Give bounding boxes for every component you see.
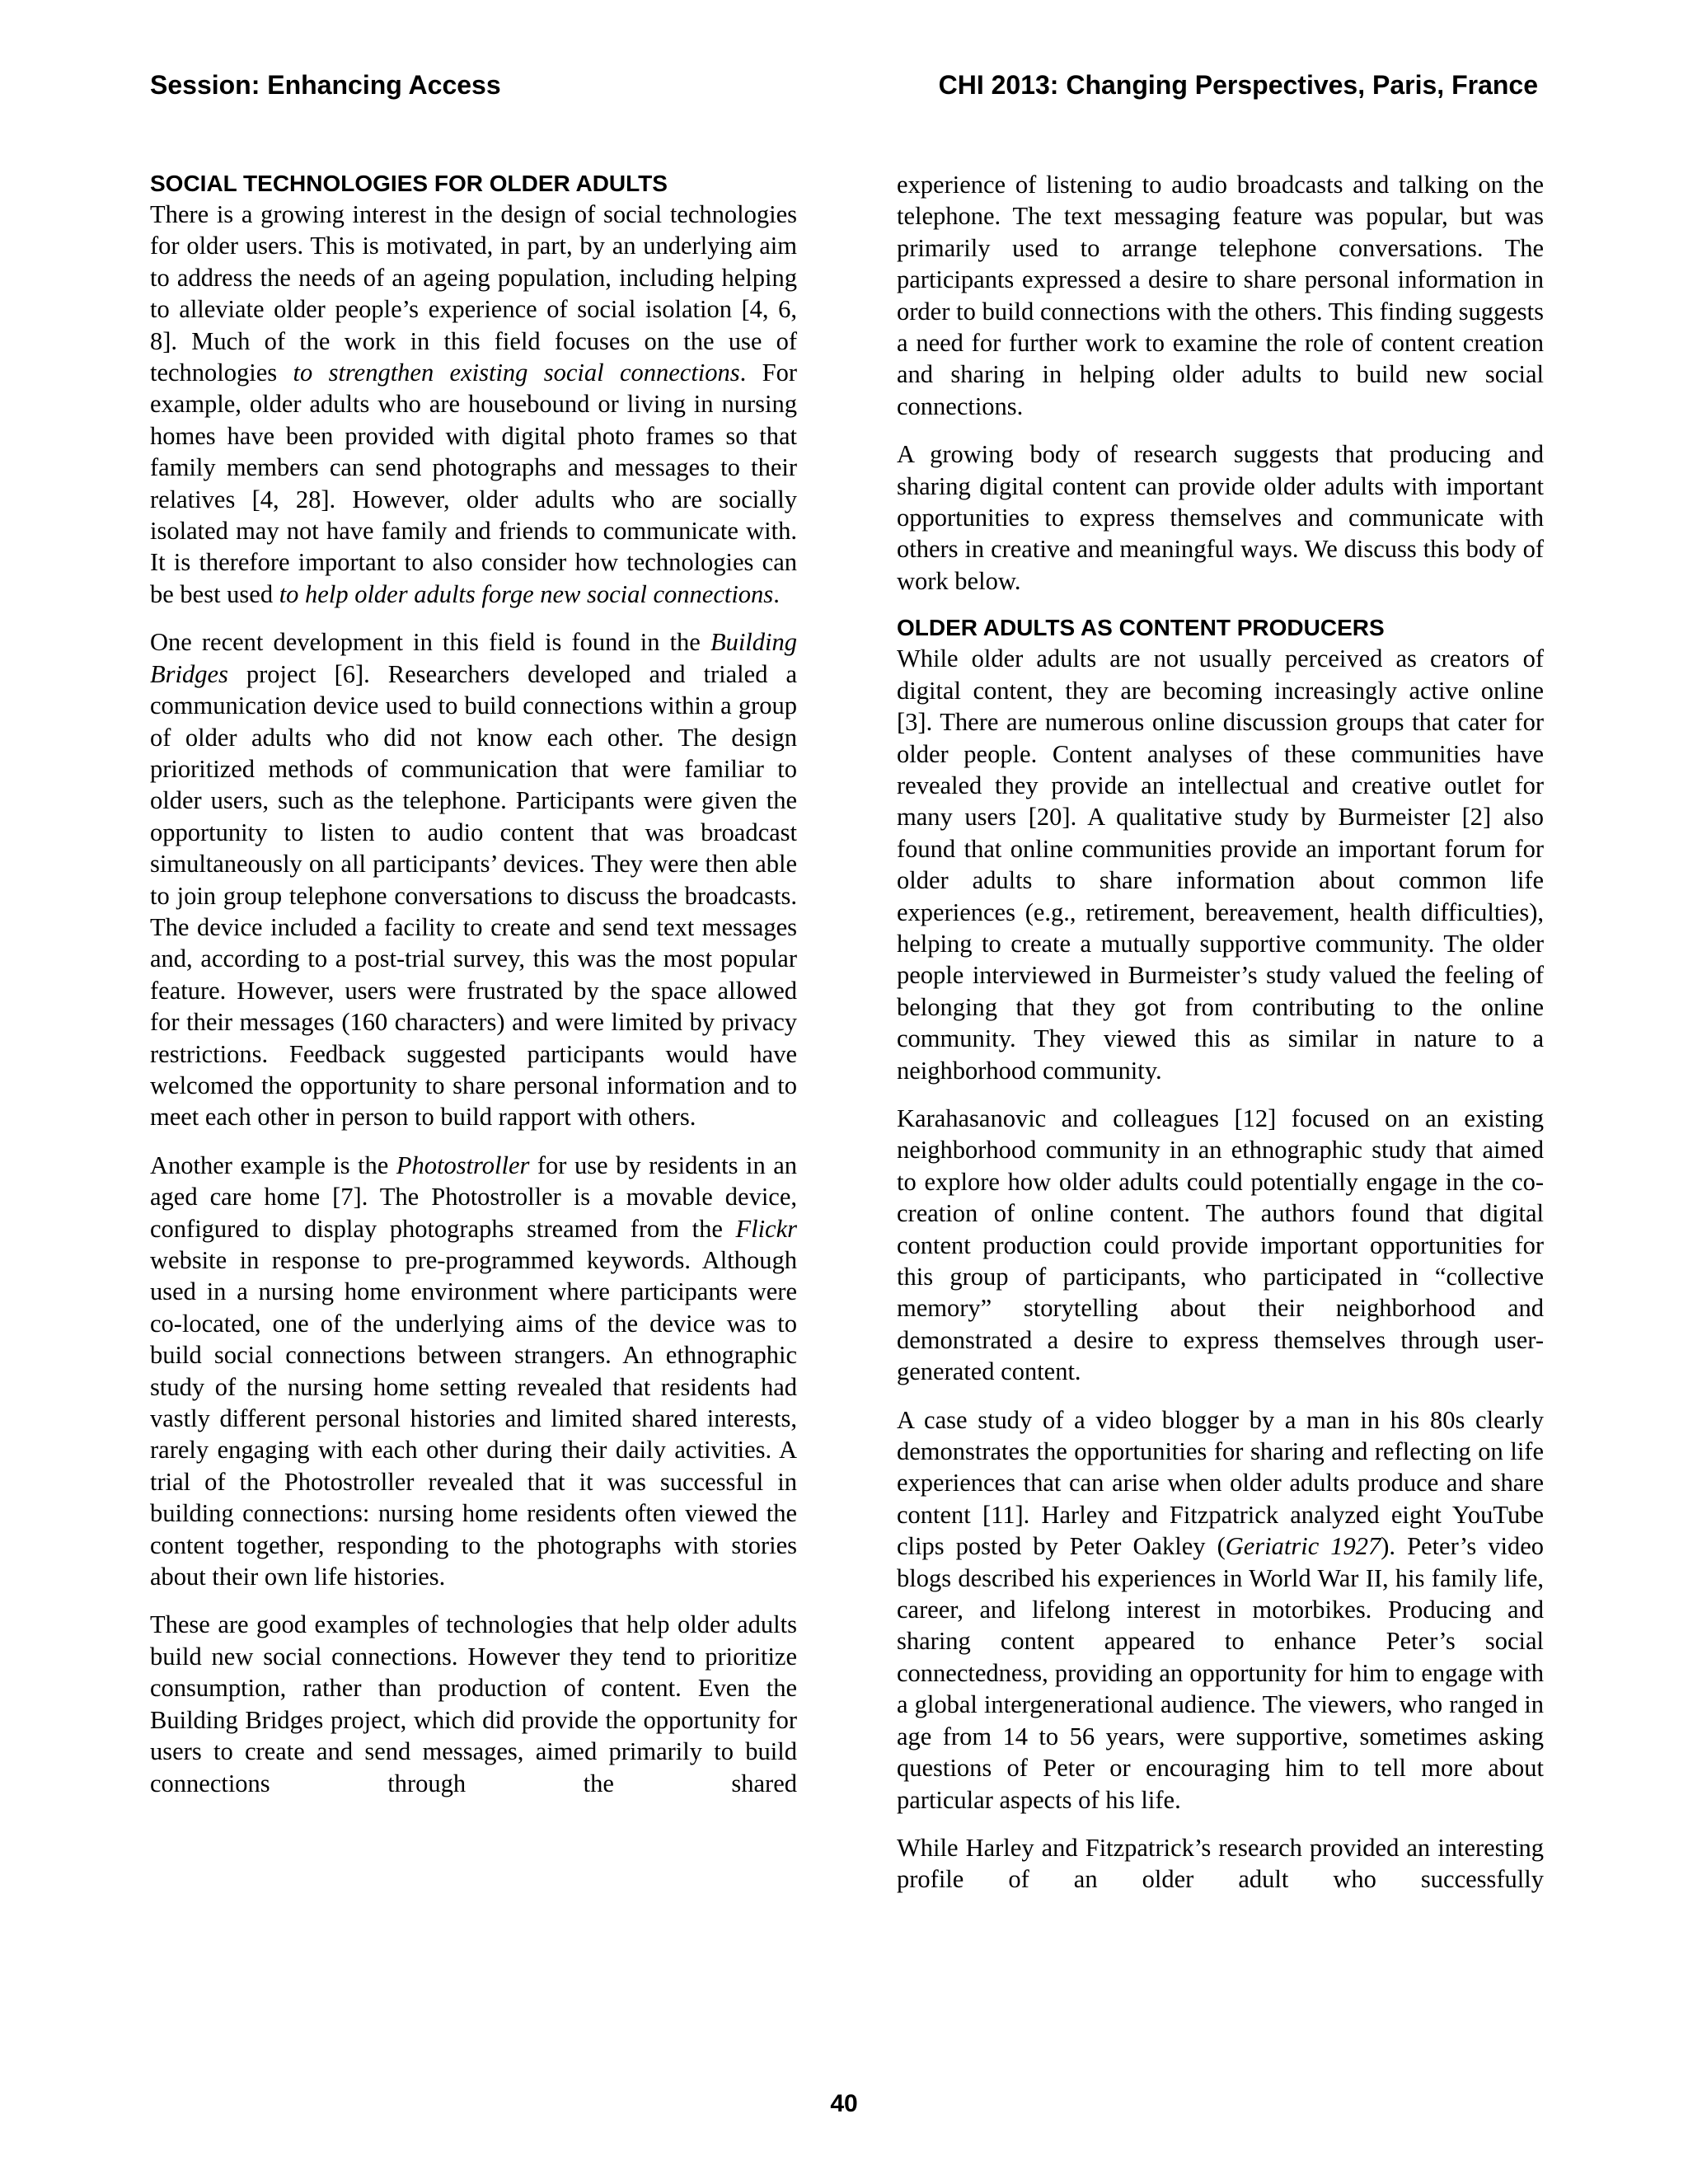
paragraph-building-bridges: One recent development in this field is found in the Building Bridges project [6]. Researchers developed and trialed a communication device used to build connections within a group of older adults who did not know each other. The design prioritized methods of communication that were familiar to older users, such as the telephone. Participants were given the opportunity to listen to audio content that was broadcast simultaneously on all participants’ devices. They were then able to join group telephone conversations to discuss the broadcasts. The device included a facility to create and send text messages and, according to a post-trial survey, this was the most popular feature. However, users were frustrated by the space allowed for their messages (160 characters) and were limited by privacy restrictions. Feedback suggested participants would have welcomed the opportunity to share personal information and to meet each other in person to build rapport with others. — [150, 628, 797, 1132]
paragraph-social-tech-intro: There is a growing interest in the design of social technologies for older users. This is motivated, in part, by an underlying aim to address the needs of an ageing population, including helping to alleviate older people’s experience of social isolation [4, 6, 8]. Much of the work in this field focuses on the use of technologies to strengthen existing social connections. For example, older adults who are housebound or living in nursing homes have been provided with digital photo frames so that family members can send photographs and messages to their relatives [4, 28]. However, older adults who are socially isolated may not have family and friends to communicate with. It is therefore important to also consider how technologies can be best used to help older adults forge new social connections. — [150, 200, 797, 608]
running-header-conference: CHI 2013: Changing Perspectives, Paris, France — [938, 70, 1538, 100]
paragraph-harley-fitzpatrick: While Harley and Fitzpatrick’s research provided an interesting profile of an older adult who successfully — [897, 1833, 1544, 1894]
paragraph-consumption-vs-production: These are good examples of technologies that help older adults build new social connections. However they tend to prioritize consumption, rather than production of content. Even the Building Bridges project, which did provide the opportunity for users to create and send messages, aimed primarily to build connections through the shared — [150, 1610, 797, 1797]
paragraph-growing-body-research: A growing body of research suggests that producing and sharing digital content can provide older adults with important opportunities to express themselves and communicate with others in creative and meaningful ways. We discuss this body of work below. — [897, 440, 1544, 595]
paragraph-online-communities: While older adults are not usually perceived as creators of digital content, they are becoming increasingly active online [3]. There are numerous online discussion groups that cater for older people. Content analyses of these communities have revealed they provide an intellectual and creative outlet for many users [20]. A qualitative study by Burmeister [2] also found that online communities provide an important forum for older adults to share information about common life experiences (e.g., retirement, bereavement, health difficulties), helping to create a mutually supportive community. The older people interviewed in Burmeister’s study valued the feeling of belonging that they got from contributing to the online community. They viewed this as similar in nature to a neighborhood community. — [897, 644, 1544, 1085]
left-column — [150, 169, 797, 1799]
paragraph-text-messaging-findings: experience of listening to audio broadcasts and talking on the telephone. The text messaging feature was popular, but was primarily used to arrange telephone conversations. The participants expressed a desire to share personal information in order to build connections with the others. This finding suggests a need for further work to examine the role of content creation and sharing in helping older adults to build new social connections. — [897, 171, 1544, 420]
page-number: 40 — [830, 2090, 858, 2117]
section-heading-content-producers: OLDER ADULTS AS CONTENT PRODUCERS — [897, 615, 1385, 641]
paragraph-photostroller: Another example is the Photostroller for use by residents in an aged care home [7]. The Photostroller is a movable device, configured to display photographs streamed from the Flickr website in response to pre-programmed keywords. Although used in a nursing home environment where participants were co-located, one of the underlying aims of the device was to build social connections between strangers. An ethnographic study of the nursing home setting revealed that residents had vastly different personal histories and limited shared interests, rarely engaging with each other during their daily activities. A trial of the Photostroller revealed that it was successful in building connections: nursing home residents often viewed the content together, responding to the photographs with stories about their own life histories. — [150, 1151, 798, 1591]
running-header-session: Session: Enhancing Access — [150, 70, 501, 100]
paragraph-karahasanovic: Karahasanovic and colleagues [12] focused on an existing neighborhood community in an ethnographic study that aimed to explore how older adults could potentially engage in the co-creation of online content. The authors found that digital content production could provide important opportunities for this group of participants, who participated in “collective memory” storytelling about their neighborhood and demonstrated a desire to express themselves through user-generated content. — [897, 1104, 1544, 1386]
section-heading-social-technologies: SOCIAL TECHNOLOGIES FOR OLDER ADULTS — [150, 171, 668, 196]
paragraph-video-blogger: A case study of a video blogger by a man in his 80s clearly demonstrates the opportunities for sharing and reflecting on life experiences that can arise when older adults produce and share content [11]. Harley and Fitzpatrick analyzed eight YouTube clips posted by Peter Oakley (Geriatric 1927). Peter’s video blogs described his experiences in World War II, his family life, career, and lifelong interest in motorbikes. Producing and sharing content appeared to enhance Peter’s social connectedness, providing an opportunity for him to engage with a global intergenerational audience. The viewers, who ranged in age from 14 to 56 years, were supportive, sometimes asking questions of Peter or encouraging him to tell more about particular aspects of his life. — [897, 1405, 1544, 1814]
right-column — [897, 169, 1544, 1896]
